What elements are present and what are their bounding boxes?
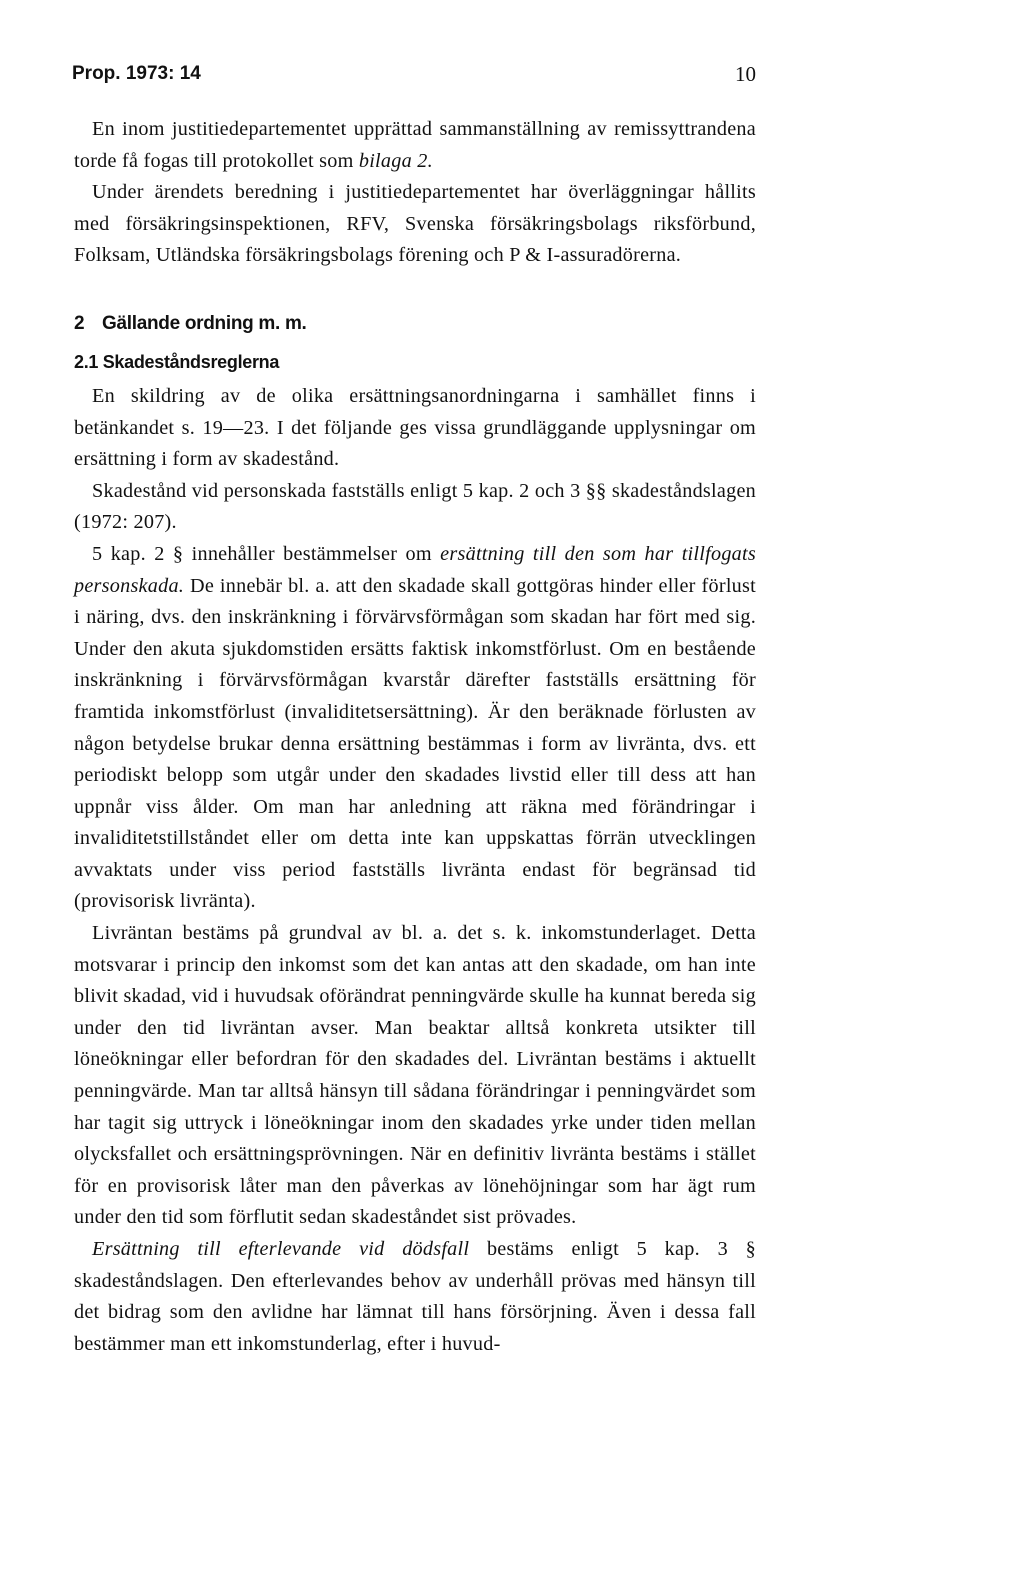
p3-emphasis: ersättning till den som har tillfogats personskada. [74,542,756,597]
document-page [74,58,756,1360]
section-2-heading [74,310,756,338]
p5-text: bestäms enligt 5 kap. 3 § skadeståndslagen. Den efterlevandes behov av underhåll prövas med hänsyn till det bidrag som den avlidne har lämnat till hans försörjning. Även i dessa fall bestämmer man ett inkomstunderlag, efter i huvud- [74,1238,756,1355]
section-2-1-paragraph-1: En skildring av de olika ersättningsanordningarna i samhället finns i betänkandet s. 19—23. I det följande ges vissa grundläggande upplysningar om ersättning i form av skadestånd. [74,384,756,471]
section-2-1-heading [74,349,756,375]
section-2-1-paragraph-5 [74,1234,756,1360]
p3-text-a: 5 kap. 2 § innehåller bestämmelser om [92,542,441,565]
page-header [74,58,756,94]
section-2-number: 2 [74,312,85,334]
section-2-1-paragraph-3 [74,539,756,918]
intro-p1-emphasis: bilaga 2. [358,149,433,172]
section-2-1-paragraph-4: Livräntan bestäms på grundval av bl. a. det s. k. inkomstunderlaget. Detta motsvarar i princip den inkomst som det kan antas att den skadade, om han inte blivit skadad, vid i huvudsak oförändrat penningvärde skulle ha kunnat bereda sig under den tid livräntan avser. Man beaktar alltså konkreta utsikter till löneökningar eller befordran för den skadades del. Livräntan bestäms i aktuellt penningvärde. Man tar alltså hänsyn till sådana förändringar i penningvärdet som har tagit sig uttryck i löneökningar inom den skadades yrke under tiden mellan olycksfallet och ersättningsprövningen. När en definitiv livränta bestäms i stället för en provisorisk låter man den påverkas av lönehöjningar som har ägt rum under den tid som förflutit sedan skadeståndet sist prövades. [74,922,756,1229]
section-2-1-body [74,381,756,1360]
intro-p1-text: En inom justitiedepartementet upprättad sammanställning av remissyttrandena torde få fogas till protokollet som [74,118,756,172]
intro-paragraph-2: Under ärendets beredning i justitiedepartementet har överläggningar hållits med försäkringsinspektionen, RFV, Svenska försäkringsbolags riksförbund, Folksam, Utländska försäkringsbolags förening och P & I-assuradörerna. [74,181,756,267]
document-reference: Prop. 1973: 14 [72,63,201,84]
p5-emphasis: Ersättning till efterlevande vid dödsfall [92,1238,470,1260]
section-2-1-number: 2.1 [74,351,99,372]
intro-text [74,114,756,272]
section-2-1-title: Skadeståndsreglerna [102,351,280,372]
section-2-title: Gällande ordning m. m. [102,312,307,334]
page-number: 10 [735,62,756,86]
section-2-1-paragraph-2: Skadestånd vid personskada fastställs enligt 5 kap. 2 och 3 §§ skadeståndslagen (1972: 207). [74,479,756,534]
intro-paragraph-1 [74,114,756,177]
p3-text-b: De innebär bl. a. att den skadade skall gottgöras hinder eller förlust i näring, dvs. den inskränkning i förvärvsförmågan som skadan har fört med sig. Under den akuta sjukdomstiden ersätts faktisk inkomstförlust. Om en bestående inskränkning i förvärvsförmågan kvarstår därefter fastställs ersättning för framtida inkomstförlust (invaliditetsersättning). Är den beräknade förlusten av någon betydelse brukar denna ersättning bestämmas i form av livränta, dvs. ett periodiskt belopp som utgår under den skadades livstid eller till dess att han uppnår viss ålder. Om man har anledning att räkna med förändringar i invaliditetstillståndet eller om detta inte kan uppskattas förrän utvecklingen avvaktats under viss period fastställs livränta endast för begränsad tid (provisorisk livränta). [74,574,756,913]
